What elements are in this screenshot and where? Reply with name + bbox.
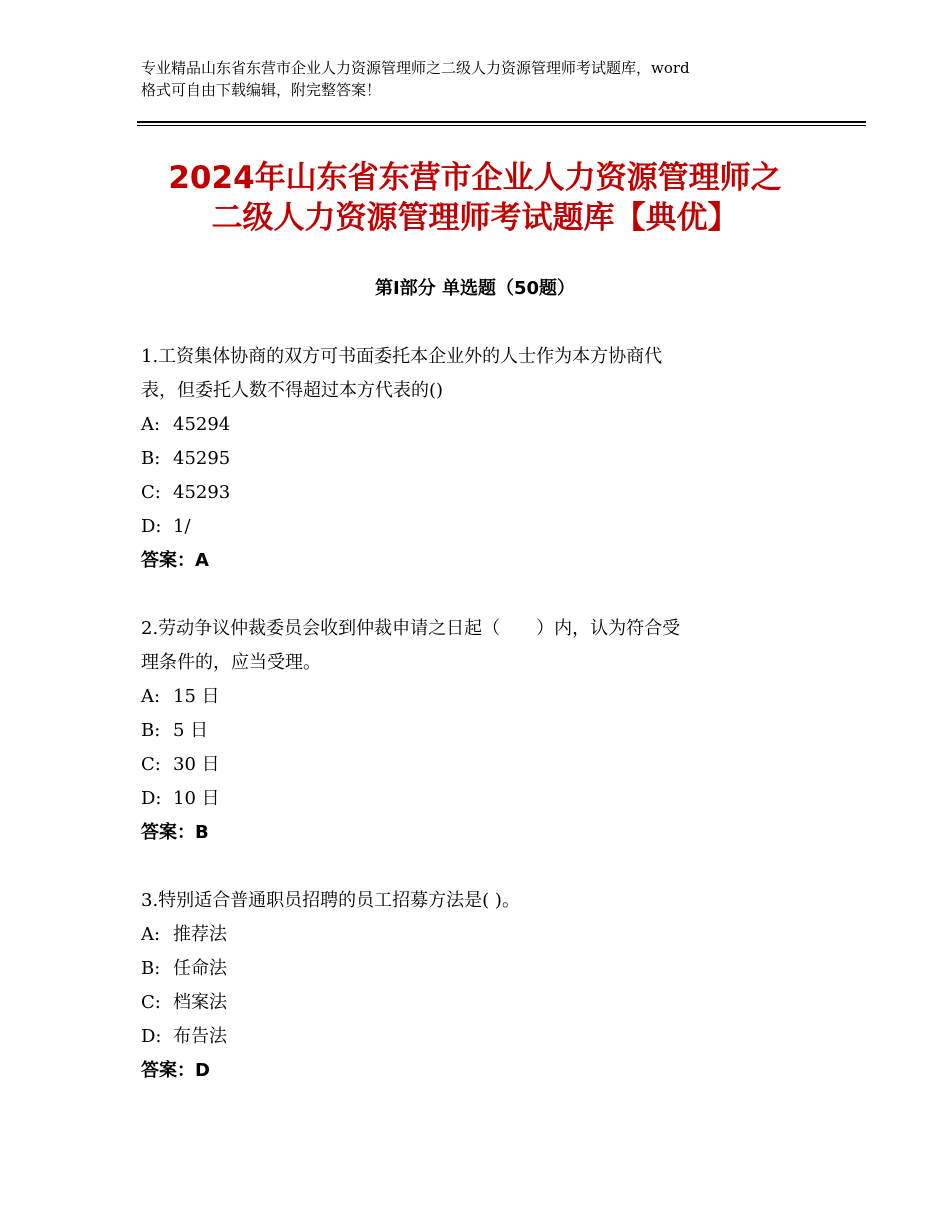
option-a xyxy=(141,408,821,442)
option-text: 推荐法 xyxy=(173,924,227,945)
option-d xyxy=(141,782,821,816)
option-letter: B: xyxy=(141,720,161,741)
question-stem: 1.工资集体协商的双方可书面委托本企业外的人士作为本方协商代 xyxy=(141,346,663,367)
answer-line: 答案：D xyxy=(141,1060,210,1081)
option-d xyxy=(141,510,821,544)
question-3 xyxy=(141,884,821,1088)
option-b xyxy=(141,442,821,476)
option-letter: D: xyxy=(141,1026,162,1047)
option-letter: A: xyxy=(141,924,161,945)
option-text: 45294 xyxy=(173,414,231,435)
option-letter: D: xyxy=(141,788,162,809)
option-letter: C: xyxy=(141,482,161,503)
option-b xyxy=(141,952,821,986)
option-letter: C: xyxy=(141,754,161,775)
header-note-line-2: 格式可自由下载编辑，附完整答案！ xyxy=(141,81,382,99)
header-divider-thin xyxy=(137,125,866,126)
document-title xyxy=(100,158,850,238)
option-c xyxy=(141,476,821,510)
option-a xyxy=(141,918,821,952)
option-letter: D: xyxy=(141,516,162,537)
document-title-line-2: 二级人力资源管理师考试题库【典优】 xyxy=(211,200,739,236)
option-c xyxy=(141,986,821,1020)
option-letter: A: xyxy=(141,414,161,435)
option-text: 45293 xyxy=(173,482,231,503)
option-text: 1/ xyxy=(173,516,191,537)
option-text: 10 日 xyxy=(173,788,220,809)
document-title-line-1: 2024年山东省东营市企业人力资源管理师之 xyxy=(168,160,782,196)
option-c xyxy=(141,748,821,782)
question-stem: 表，但委托人数不得超过本方代表的() xyxy=(141,380,444,401)
option-text: 任命法 xyxy=(173,958,227,979)
option-letter: B: xyxy=(141,958,161,979)
header-divider-thick xyxy=(137,121,866,123)
question-stem: 3.特别适合普通职员招聘的员工招募方法是( )。 xyxy=(141,890,520,911)
question-1 xyxy=(141,340,821,578)
option-text: 档案法 xyxy=(173,992,227,1013)
option-text: 30 日 xyxy=(173,754,220,775)
option-text: 15 日 xyxy=(173,686,220,707)
answer-line: 答案：A xyxy=(141,550,209,571)
question-stem: 2.劳动争议仲裁委员会收到仲裁申请之日起（ ）内，认为符合受 xyxy=(141,618,681,639)
answer-line: 答案：B xyxy=(141,822,209,843)
header-note-line-1: 专业精品山东省东营市企业人力资源管理师之二级人力资源管理师考试题库，word xyxy=(141,59,690,77)
question-stem: 理条件的，应当受理。 xyxy=(141,652,321,673)
option-text: 布告法 xyxy=(173,1026,227,1047)
option-text: 5 日 xyxy=(173,720,209,741)
option-b xyxy=(141,714,821,748)
option-d xyxy=(141,1020,821,1054)
section-heading: 第Ⅰ部分 单选题（50题） xyxy=(374,278,575,299)
option-a xyxy=(141,680,821,714)
question-2 xyxy=(141,612,821,850)
option-text: 45295 xyxy=(173,448,231,469)
header-note xyxy=(141,57,841,101)
option-letter: B: xyxy=(141,448,161,469)
option-letter: A: xyxy=(141,686,161,707)
option-letter: C: xyxy=(141,992,161,1013)
question-list xyxy=(141,340,821,1122)
